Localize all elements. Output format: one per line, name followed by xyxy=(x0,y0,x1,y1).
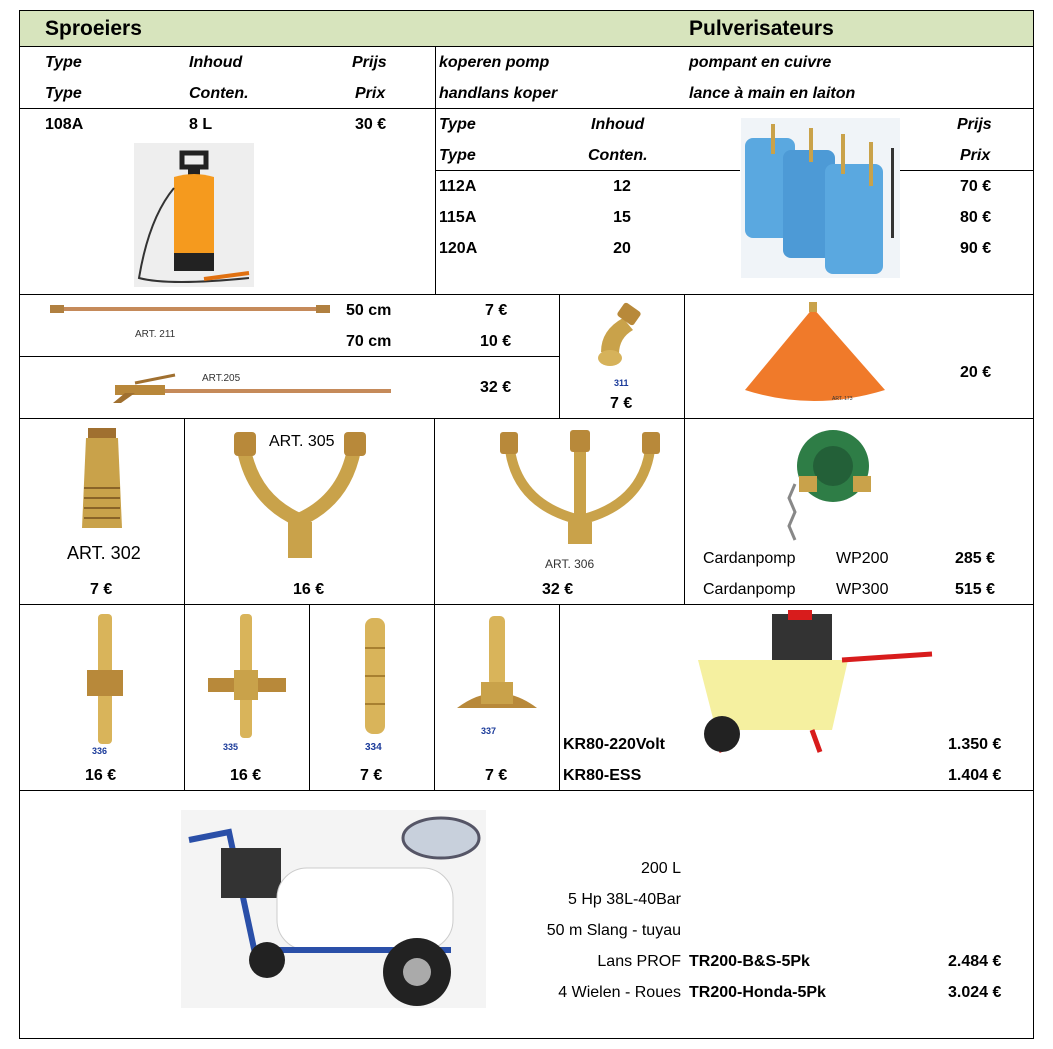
cardan-model: WP300 xyxy=(836,581,889,598)
lance-211-image xyxy=(50,302,330,316)
fitting-335-number: 335 xyxy=(223,742,239,752)
fitting-334-number: 334 xyxy=(365,742,382,753)
cardan-name: Cardanpomp xyxy=(703,581,796,598)
sprayer-row-type: 120A xyxy=(439,240,478,257)
col-type-fr: Type xyxy=(45,85,82,102)
divider xyxy=(559,294,560,418)
divider xyxy=(309,604,310,790)
art-211-caption: ART. 211 xyxy=(135,329,176,340)
cardan-price: 515 € xyxy=(955,581,996,598)
tr200-spec: 200 L xyxy=(640,860,681,877)
divider xyxy=(559,604,560,790)
kr80-model: KR80-220Volt xyxy=(563,736,665,753)
sprayer-row-type: 115A xyxy=(439,209,477,226)
elbow-311-image xyxy=(595,302,645,372)
nozzle-302-price: 7 € xyxy=(90,581,113,598)
tr200-spec: 50 m Slang - tuyau xyxy=(546,922,681,939)
nozzle-306-image xyxy=(490,430,670,550)
col-inhoud-nl: Inhoud xyxy=(189,54,243,71)
divider xyxy=(20,790,1033,791)
sprayer-row-type: 112A xyxy=(439,178,477,195)
fitting-336-image xyxy=(83,614,127,744)
col-inhoud-fr-2: Conten. xyxy=(588,147,648,164)
hood-price: 20 € xyxy=(960,364,992,381)
lance-205-image xyxy=(95,365,395,405)
fitting-337-price: 7 € xyxy=(485,767,508,784)
sprayer-row-price: 80 € xyxy=(960,209,992,226)
divider xyxy=(20,294,1033,295)
cardan-price: 285 € xyxy=(955,550,996,567)
col-prijs-fr: Prix xyxy=(355,85,386,102)
tr200-spec: 5 Hp 38L-40Bar xyxy=(568,891,681,908)
col-inhoud-fr: Conten. xyxy=(189,85,249,102)
sprayer-108a-image xyxy=(134,143,254,287)
col-pump-fr: pompant en cuivre xyxy=(689,54,832,71)
sprayer-row-content: 15 xyxy=(613,209,631,226)
fitting-334-price: 7 € xyxy=(360,767,383,784)
tr200-sprayer-image xyxy=(181,810,486,1008)
lance-length: 70 cm xyxy=(346,333,392,350)
lance-price: 7 € xyxy=(485,302,508,319)
fitting-336-number: 336 xyxy=(92,746,108,756)
divider xyxy=(20,108,1033,109)
tr200-price: 3.024 € xyxy=(948,984,1002,1001)
tr200-price: 2.484 € xyxy=(948,953,1002,970)
kr80-model: KR80-ESS xyxy=(563,767,642,784)
sprayer-small-type: 108A xyxy=(45,116,84,133)
art-205-caption: ART.205 xyxy=(202,373,241,384)
fitting-335-price: 16 € xyxy=(230,767,262,784)
divider xyxy=(900,170,1033,171)
divider xyxy=(20,356,559,357)
kr80-price: 1.350 € xyxy=(948,736,1002,753)
fitting-336-price: 16 € xyxy=(85,767,117,784)
lance-205-price: 32 € xyxy=(480,379,512,396)
divider xyxy=(435,170,740,171)
fitting-337-image xyxy=(453,616,541,712)
cardan-name: Cardanpomp xyxy=(703,550,796,567)
divider xyxy=(184,418,185,790)
nozzle-306-price: 32 € xyxy=(542,581,574,598)
nozzle-305-caption: ART. 305 xyxy=(269,433,335,450)
col-lance-fr: lance à main en laiton xyxy=(689,85,856,102)
nozzle-305-image xyxy=(230,430,380,565)
nozzle-306-caption: ART. 306 xyxy=(545,557,595,571)
lance-price: 10 € xyxy=(480,333,512,350)
col-prijs-nl: Prijs xyxy=(352,54,387,71)
fitting-337-number: 337 xyxy=(481,726,497,736)
header-bar xyxy=(20,11,1033,46)
fitting-334-image xyxy=(365,618,385,734)
sprayer-small-content: 8 L xyxy=(189,116,213,133)
tr200-model: TR200-B&S-5Pk xyxy=(689,953,810,970)
tr200-spec: Lans PROF xyxy=(597,953,681,970)
elbow-311-number: 311 xyxy=(614,378,629,388)
kr80-price: 1.404 € xyxy=(948,767,1002,784)
sprayer-row-price: 90 € xyxy=(960,240,992,257)
backpack-sprayers-image xyxy=(741,118,900,278)
header-left-title: Sproeiers xyxy=(45,17,142,40)
fitting-335-image xyxy=(208,614,286,738)
col-type-nl-2: Type xyxy=(439,116,476,133)
col-type-nl: Type xyxy=(45,54,82,71)
divider xyxy=(20,46,1033,47)
divider xyxy=(435,46,436,294)
spray-hood-image xyxy=(735,302,890,407)
col-prijs-nl-2: Prijs xyxy=(957,116,992,133)
col-prijs-fr-2: Prix xyxy=(960,147,991,164)
sprayer-row-content: 20 xyxy=(613,240,631,257)
hood-caption: ART. 173 xyxy=(832,396,853,402)
col-pump-nl: koperen pomp xyxy=(439,54,550,71)
cardan-model: WP200 xyxy=(836,550,889,567)
sprayer-small-price: 30 € xyxy=(355,116,387,133)
col-inhoud-nl-2: Inhoud xyxy=(591,116,645,133)
cardan-pump-image xyxy=(775,424,885,544)
tr200-model: TR200-Honda-5Pk xyxy=(689,984,826,1001)
sprayer-row-price: 70 € xyxy=(960,178,992,195)
kr80-sprayer-image xyxy=(692,610,942,752)
divider xyxy=(20,418,1033,419)
col-lance-nl: handlans koper xyxy=(439,85,558,102)
divider xyxy=(434,418,435,790)
col-type-fr-2: Type xyxy=(439,147,476,164)
nozzle-302-caption: ART. 302 xyxy=(67,543,141,563)
nozzle-305-price: 16 € xyxy=(293,581,325,598)
header-right-title: Pulverisateurs xyxy=(689,17,834,40)
sprayer-row-content: 12 xyxy=(613,178,631,195)
tr200-spec: 4 Wielen - Roues xyxy=(558,984,681,1001)
lance-length: 50 cm xyxy=(346,302,392,319)
elbow-311-price: 7 € xyxy=(610,395,633,412)
divider xyxy=(20,604,1033,605)
nozzle-302-image xyxy=(80,428,124,534)
divider xyxy=(684,294,685,604)
